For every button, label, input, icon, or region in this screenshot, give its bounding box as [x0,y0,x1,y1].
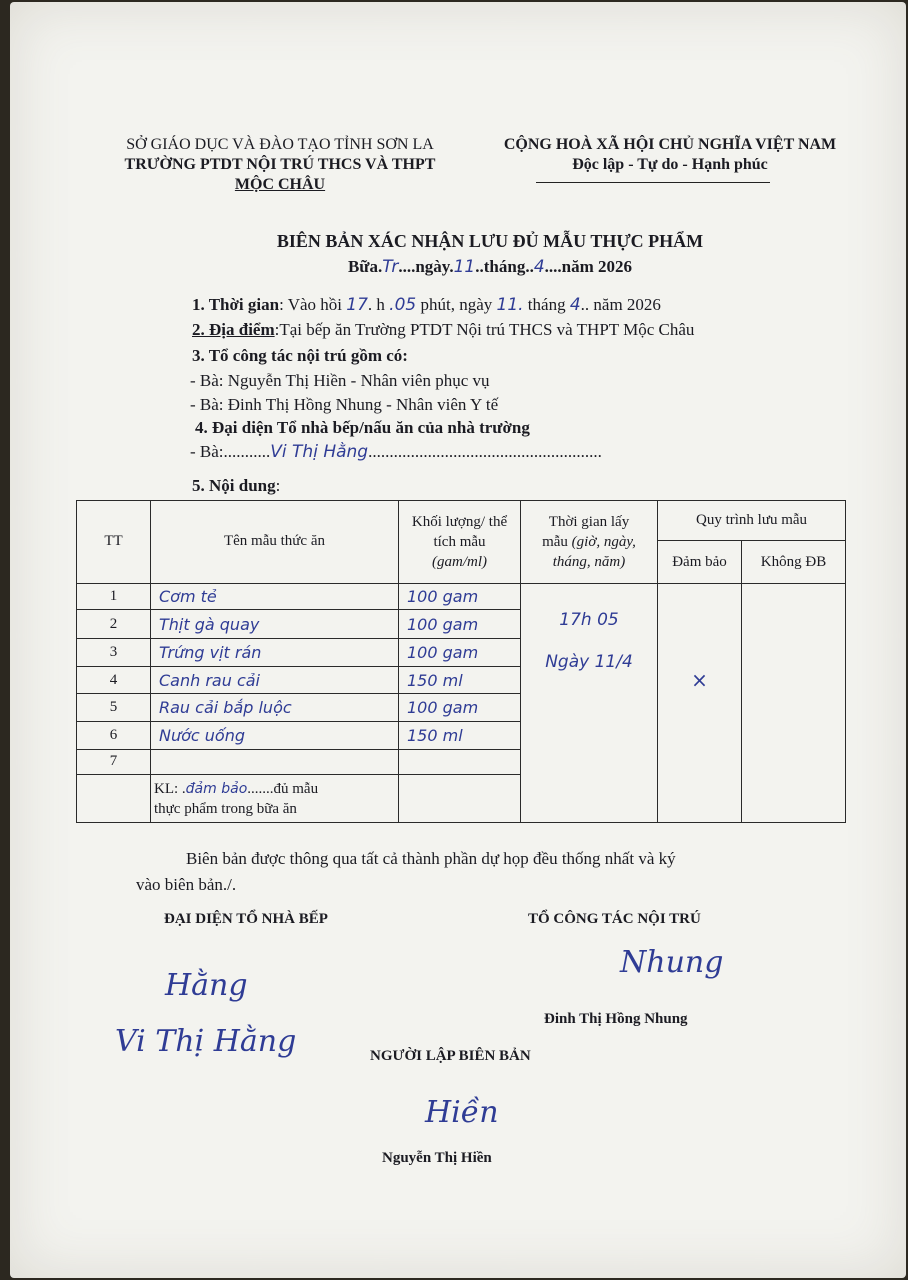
meal-prefix: Bữa. [347,257,383,276]
conclusion-tt [77,775,151,823]
conclusion-line2: thực phẩm trong bữa ăn [154,800,297,817]
ensured-cell [658,583,742,822]
header-weight-line1: Khối lượng/ thể [411,513,508,530]
section-location-label: 2. Địa điểm [192,320,275,339]
row-weight: 100 gam [399,694,521,722]
school-name-line1: TRƯỜNG PTDT NỘI TRÚ THCS VÀ THPT [124,156,436,173]
header-time-line2: mẫu [542,533,568,550]
closing-line2: vào biên bản./. [136,875,237,894]
header-time-line1: Thời gian lấy [548,513,630,530]
header-weight-line3: (gam/ml) [432,553,487,570]
section-content-colon: : [275,476,281,495]
section-time-label: 1. Thời gian [192,295,280,314]
conclusion-prefix: KL: . [154,780,186,797]
kitchen-signature-name: Vi Thị Hằng [115,1024,297,1059]
row-food-name: Thịt gà quay [151,610,399,639]
agency-line1: SỞ GIÁO DỤC VÀ ĐÀO TẠO TỈNH SƠN LA [126,136,434,153]
month-label: tháng [527,295,566,314]
writer-name: Nguyễn Thị Hiền [382,1150,492,1166]
school-name-line2: MỘC CHÂU [234,176,326,193]
month-prefix: ..tháng.. [475,257,534,276]
row-weight: 100 gam [399,610,521,639]
header-time-line4: tháng, năm) [552,553,626,570]
section-content [192,476,280,496]
national-motto: Độc lập - Tự do - Hạnh phúc [572,156,768,173]
day-value: 11 [453,257,476,277]
header-weight [399,501,521,584]
date-day-value: 11. [496,295,524,315]
kitchen-rep-dots-after: ....................................................... [368,442,602,461]
team-member-2: - Bà: Đinh Thị Hồng Nhung - Nhân viên Y tế [190,395,499,414]
row-weight: 100 gam [399,639,521,667]
year-text: .. năm 2026 [580,295,661,314]
header-ensured: Đảm bảo [658,541,742,584]
row-weight: 150 ml [399,666,521,694]
sample-time-cell [521,583,658,822]
row-tt: 4 [77,666,151,694]
row-food-name: Rau cải bắp luộc [151,694,399,722]
national-header [480,135,860,175]
row-weight [399,749,521,775]
row-tt: 5 [77,694,151,722]
day-prefix: ....ngày. [398,257,454,276]
kitchen-rep-dots-before: ........... [223,442,271,461]
conclusion-cell [151,775,399,823]
section-time [192,295,661,315]
kitchen-rep-name: Vi Thị Hằng [270,442,369,462]
row-tt: 3 [77,639,151,667]
row-tt: 2 [77,610,151,639]
row-food-name [151,749,399,775]
row-tt: 1 [77,583,151,610]
header-procedure: Quy trình lưu mẫu [658,501,846,541]
sample-time-date: Ngày 11/4 [545,651,633,672]
header-weight-line2: tích mẫu [433,533,486,550]
section-location-text: :Tại bếp ăn Trường PTDT Nội trú THCS và THPT Mộc Châu [274,320,695,339]
minute-suffix: phút, ngày [420,295,493,314]
minute-value: .05 [389,295,417,315]
team-member-1: - Bà: Nguyễn Thị Hiền - Nhân viên phục vụ [190,371,490,390]
writer-signature-title: NGƯỜI LẬP BIÊN BẢN [370,1048,531,1064]
ensured-mark: × [691,667,708,692]
closing-statement [136,846,676,898]
conclusion-suffix: .......đủ mẫu [247,780,319,797]
header-sample-time [521,501,658,584]
hour-value: 17 [346,295,368,315]
row-food-name: Cơm tẻ [151,583,399,610]
row-tt: 6 [77,722,151,750]
agency-header [90,135,470,195]
kitchen-rep-prefix: - Bà: [190,442,224,461]
not-ensured-cell [742,583,846,822]
kitchen-signature-title: ĐẠI DIỆN TỔ NHÀ BẾP [164,911,328,927]
closing-line1: Biên bản được thông qua tất cả thành phần dự họp đều thống nhất và ký [186,849,676,868]
section-team-label: 3. Tổ công tác nội trú gồm có: [192,346,408,365]
header-not-ensured: Không ĐB [742,541,846,584]
hour-unit: . h [367,295,385,314]
row-food-name: Canh rau cải [151,666,399,694]
section-time-prefix: : Vào hồi [279,295,343,314]
motto-underline [536,182,770,183]
conclusion-value: đảm bảo [185,780,248,797]
meal-value: Tr [382,257,399,277]
national-title: CỘNG HOÀ XÃ HỘI CHỦ NGHĨA VIỆT NAM [503,136,837,153]
meal-date-line [170,257,810,277]
row-food-name: Trứng vịt rán [151,639,399,667]
board-signer-name: Đinh Thị Hồng Nhung [544,1011,688,1027]
conclusion-weight [399,775,521,823]
header-tt: TT [77,501,151,584]
section-kitchen-label: 4. Đại diện Tổ nhà bếp/nấu ăn của nhà trường [195,418,530,437]
sample-time-hour: 17h 05 [559,609,619,630]
document-title: BIÊN BẢN XÁC NHẬN LƯU ĐỦ MẪU THỰC PHẨM [276,231,704,251]
row-weight: 150 ml [399,722,521,750]
month-value: 4 [533,257,545,277]
board-signature-mark: Nhung [620,945,724,980]
section-location [192,320,694,340]
row-food-name: Nước uống [151,722,399,750]
header-time-line3: (giờ, ngày, [571,533,636,550]
date-month-value: 4 [569,295,581,315]
header-food-name: Tên mẫu thức ăn [151,501,399,584]
kitchen-signature-mark: Hằng [165,968,248,1003]
writer-signature-mark: Hiền [425,1095,499,1130]
row-tt: 7 [77,749,151,775]
table-row [77,583,846,610]
board-signature-title: TỔ CÔNG TÁC NỘI TRÚ [528,911,701,927]
food-sample-table [76,500,846,823]
section-content-label: 5. Nội dung [192,476,276,495]
row-weight: 100 gam [399,583,521,610]
kitchen-rep-line [190,442,602,462]
year-suffix: ....năm 2026 [544,257,633,276]
